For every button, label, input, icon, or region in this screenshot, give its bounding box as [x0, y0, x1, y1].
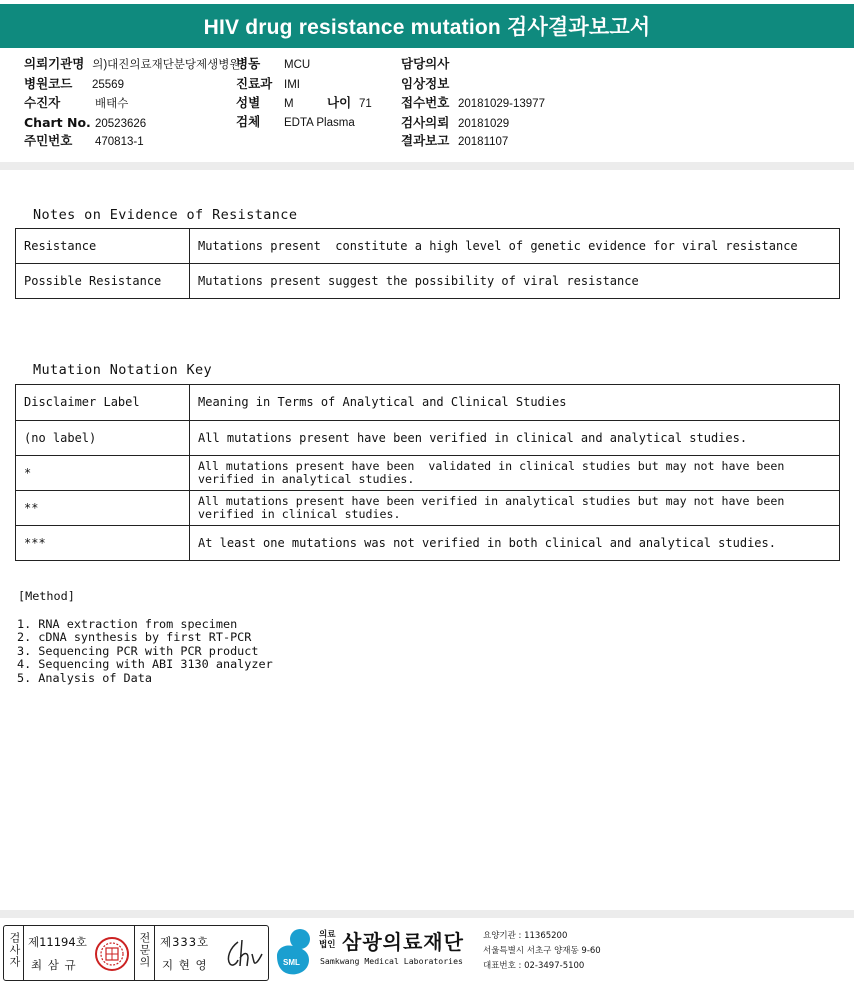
header-row-clinical-info: 임상정보 [401, 76, 450, 91]
notes-title: Notes on Evidence of Resistance [33, 207, 298, 223]
header-row-accession-no: 접수번호 20181029-13977 [401, 95, 545, 110]
table-row [16, 385, 840, 421]
table-row [16, 456, 840, 491]
header-row-institution: 의뢰기관명 의)대진의료재단분당제생병원 [24, 56, 241, 71]
key-table [15, 384, 840, 561]
notes-table [15, 228, 840, 299]
method-step: 1. RNA extraction from specimen [17, 617, 238, 631]
sml-logo-icon [271, 926, 317, 978]
header-row-report-date: 결과보고 20181107 [401, 133, 509, 148]
lab-phone: 대표번호 : 02-3497-5100 [483, 961, 585, 971]
method-step: 5. Analysis of Data [17, 671, 152, 685]
table-row [16, 229, 840, 264]
doctor-label: 전문의 [138, 932, 151, 968]
header-row-specimen: 검체 EDTA Plasma [236, 114, 355, 129]
header-row-age: 나이 71 [327, 95, 372, 110]
signature-box [3, 925, 269, 981]
key-label: (no label) [16, 421, 190, 456]
doctor-signature-icon [224, 936, 264, 972]
header-row-hospital-code: 병원코드 25569 [24, 76, 124, 91]
lab-code: 요양기관 : 11365200 [483, 931, 568, 941]
key-header-label: Disclaimer Label [16, 385, 190, 421]
key-label: ** [16, 491, 190, 526]
key-meaning: All mutations present have been verified in analytical studies but may not have been verified in clinical studies. [190, 491, 840, 526]
method-step: 3. Sequencing PCR with PCR product [17, 644, 259, 658]
method-step: 2. cDNA synthesis by first RT-PCR [17, 630, 252, 644]
header-row-department: 진료과 IMI [236, 76, 300, 91]
tester-license: 제11194호 [28, 935, 87, 949]
table-row [16, 264, 840, 299]
table-row [16, 526, 840, 561]
notes-term: Possible Resistance [16, 264, 190, 299]
doctor-license: 제333호 [160, 935, 210, 949]
lab-english-name: Samkwang Medical Laboratories [320, 956, 463, 966]
key-meaning: All mutations present have been verified in clinical and analytical studies. [190, 421, 840, 456]
header-row-physician: 담당의사 [401, 56, 450, 71]
lab-contact [483, 929, 601, 974]
report-title: HIV drug resistance mutation 검사결과보고서 [0, 4, 854, 48]
key-title: Mutation Notation Key [33, 362, 213, 378]
method-step: 4. Sequencing with ABI 3130 analyzer [17, 657, 273, 671]
table-row [16, 491, 840, 526]
header-row-resident-no: 주민번호 470813-1 [24, 133, 144, 148]
doctor-name: 지 현 영 [162, 958, 208, 972]
notes-desc: Mutations present suggest the possibility of viral resistance [190, 264, 840, 299]
svg-text:SML: SML [283, 958, 300, 967]
key-label: * [16, 456, 190, 491]
method-title: [Method] [18, 589, 75, 603]
notes-term: Resistance [16, 229, 190, 264]
lab-address: 서울특별시 서초구 양재동 9-60 [483, 946, 601, 956]
notes-desc: Mutations present constitute a high level of genetic evidence for viral resistance [190, 229, 840, 264]
key-meaning: All mutations present have been validated in clinical studies but may not have been verified in analytical studies. [190, 456, 840, 491]
tester-name: 최 삼 규 [31, 958, 77, 972]
lab-name: 삼광의료재단 [342, 930, 464, 954]
footer-separator [0, 910, 854, 918]
header-row-sex: 성별 M [236, 95, 294, 110]
tester-seal-icon [94, 936, 130, 972]
key-meaning: At least one mutations was not verified in both clinical and analytical studies. [190, 526, 840, 561]
tester-label: 검사자 [8, 932, 21, 968]
key-header-meaning: Meaning in Terms of Analytical and Clinical Studies [190, 385, 840, 421]
key-label: *** [16, 526, 190, 561]
header-row-patient: 수진자 배태수 [24, 95, 129, 110]
header-row-chart-no: Chart No. 20523626 [24, 115, 147, 130]
header-row-ward: 병동 MCU [236, 56, 311, 71]
header-separator [0, 162, 854, 170]
header-row-request-date: 검사의뢰 20181029 [401, 115, 510, 130]
lab-legal-type: 의료 법인 [319, 930, 336, 950]
table-row [16, 421, 840, 456]
